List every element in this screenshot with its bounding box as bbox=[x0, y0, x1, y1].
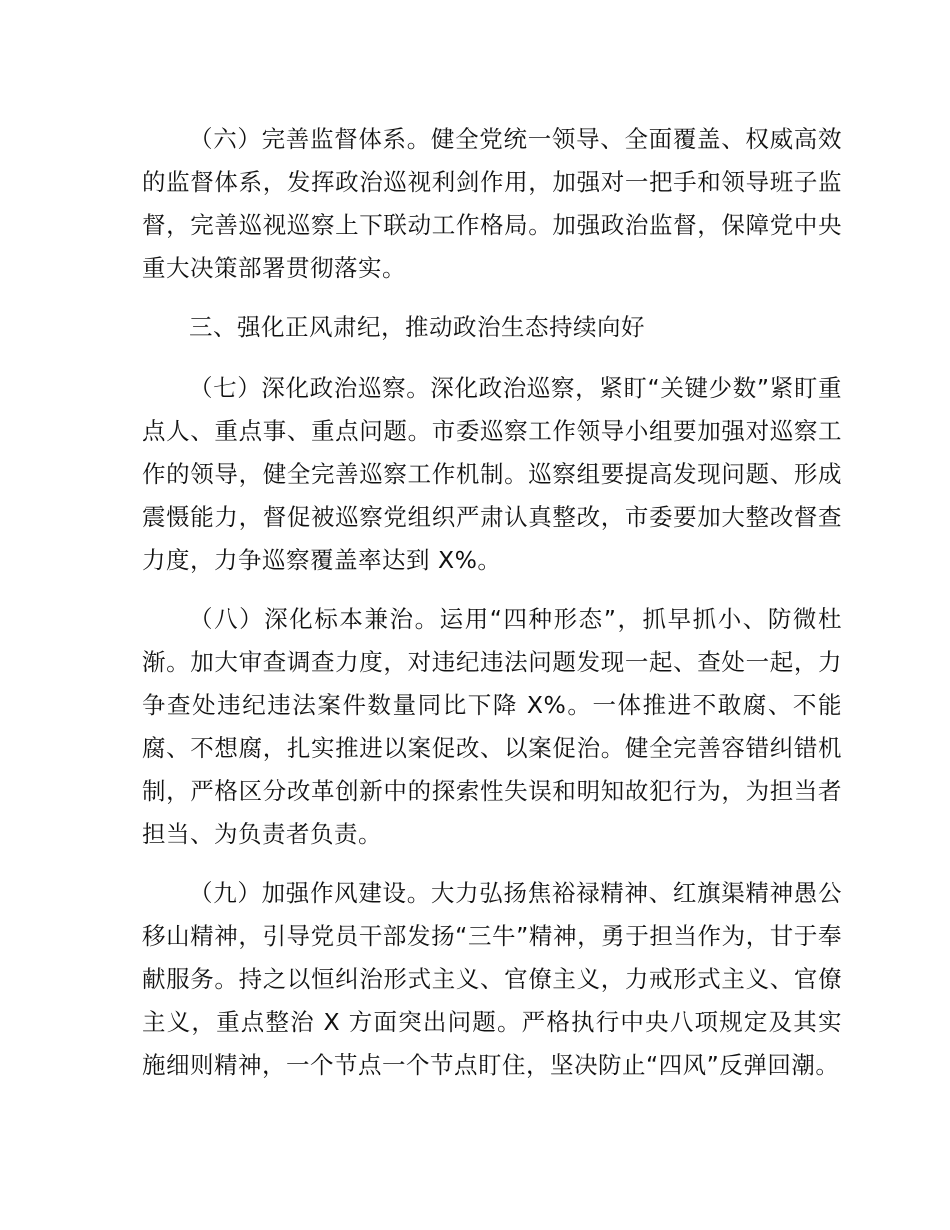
paragraph-political-inspection: （七）深化政治巡察。深化政治巡察，紧盯“关键少数”紧盯重点人、重点事、重点问题。市委巡察工作领导小组要加强对巡察工作的领导，健全完善巡察工作机制。巡察组要提高发现问题、形成震慑能力，督促被巡察党组织严肃认真整改，市委要加大整改督查力度，力争巡察覆盖率达到 X%。 bbox=[142, 374, 842, 574]
paragraph-root-and-branch: （八）深化标本兼治。运用“四种形态”，抓早抓小、防微杜渐。加大审查调查力度，对违纪违法问题发现一起、查处一起，力争查处违纪违法案件数量同比下降 X%。一体推进不敢腐、不能腐、不想腐，扎实推进以案促改、以案促治。健全完善容错纠错机制，严格区分改革创新中的探索性失误和明知故犯行为，为担当者担当、为负责者负责。 bbox=[142, 605, 842, 848]
paragraph-work-style: （九）加强作风建设。大力弘扬焦裕禄精神、红旗渠精神愚公移山精神，引导党员干部发扬“三牛”精神，勇于担当作为，甘于奉献服务。持之以恒纠治形式主义、官僚主义，力戒形式主义、官僚主义，重点整治 X 方面突出问题。严格执行中央八项规定及其实施细则精神，一个节点一个节点盯住，坚决防止“四风”反弹回潮。 bbox=[142, 879, 842, 1079]
section-heading-three: 三、强化正风肃纪，推动政治生态持续向好 bbox=[189, 313, 645, 341]
paragraph-supervision-system: （六）完善监督体系。健全党统一领导、全面覆盖、权威高效的监督体系，发挥政治巡视利剑作用，加强对一把手和领导班子监督，完善巡视巡察上下联动工作格局。加强政治监督，保障党中央重大决策部署贯彻落实。 bbox=[142, 125, 842, 282]
document-body bbox=[142, 118, 842, 1103]
